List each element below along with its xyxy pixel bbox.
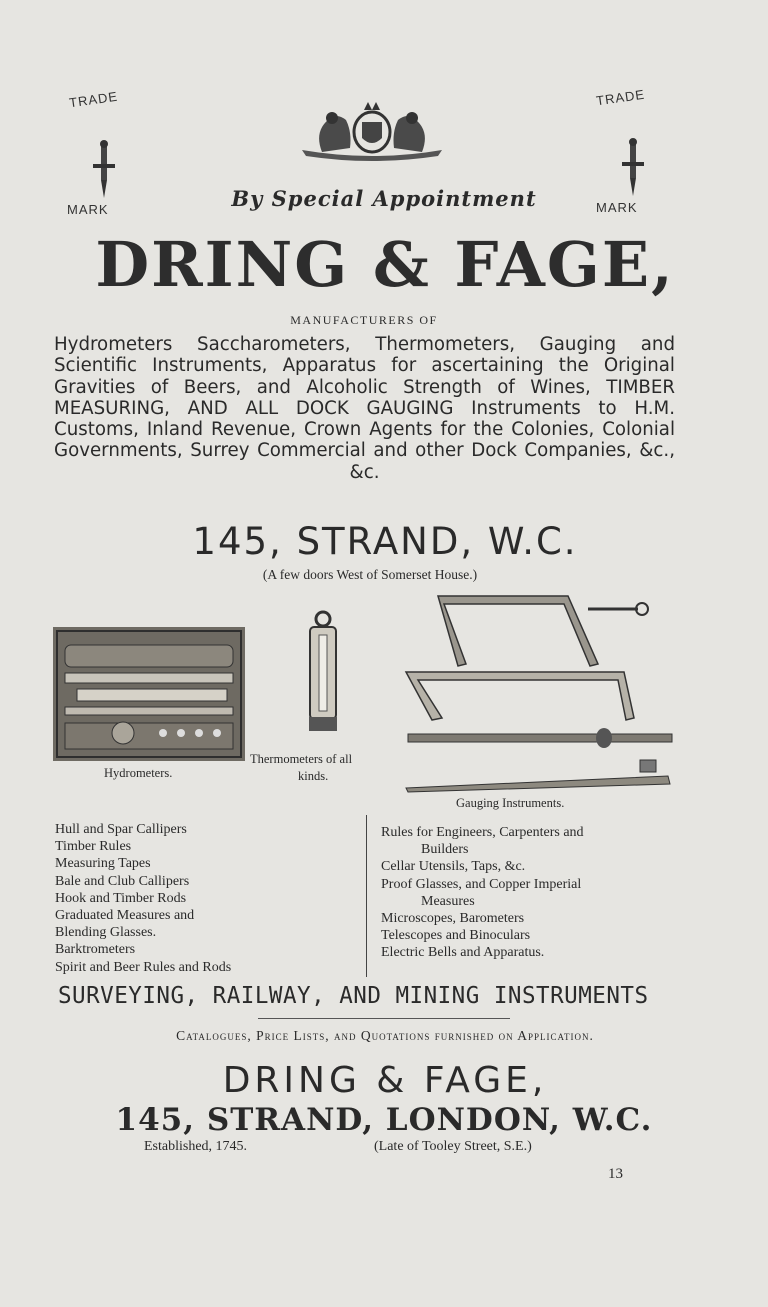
hydrometers-caption: Hydrometers. — [104, 766, 173, 780]
firm-name-title: DRING & FAGE, — [95, 228, 675, 301]
trade-mark-left-top-text: TRADE — [68, 88, 119, 111]
trade-mark-left-bottom-text: MARK — [67, 202, 109, 217]
left-product-list — [55, 821, 231, 976]
right-product-list — [381, 824, 584, 962]
established-note: Established, 1745. — [144, 1139, 248, 1154]
late-of-note: (Late of Tooley Street, S.E.) — [374, 1139, 532, 1154]
list-divider — [366, 815, 367, 977]
list-item: Hook and Timber Rods — [55, 890, 187, 906]
address-note: (A few doors West of Somerset House.) — [262, 567, 478, 582]
list-item: Measuring Tapes — [55, 856, 151, 872]
list-item: Bale and Club Callipers — [55, 873, 190, 889]
surveying-heading: SURVEYING, RAILWAY, AND MINING INSTRUMENTS — [58, 983, 649, 1009]
manufacturers-of: MANUFACTURERS OF — [290, 313, 438, 327]
trade-mark-left — [55, 88, 155, 228]
crescent-dagger-icon — [55, 106, 155, 206]
gauging-caption: Gauging Instruments. — [456, 796, 565, 810]
list-item: Electric Bells and Apparatus. — [381, 945, 545, 961]
thermometer-illustration — [303, 609, 343, 739]
thermometers-caption-line2: kinds. — [298, 769, 329, 783]
catalogues-note: Catalogues, Price Lists, and Quotations furnished on Application. — [176, 1028, 594, 1043]
list-item: Cellar Utensils, Taps, &c. — [381, 859, 526, 875]
list-item: Proof Glasses, and Copper Imperial — [381, 876, 582, 892]
royal-coat-of-arms-icon — [292, 102, 452, 162]
list-item: Timber Rules — [55, 839, 132, 855]
list-item: Spirit and Beer Rules and Rods — [55, 959, 232, 975]
list-item: Hull and Spar Callipers — [55, 822, 187, 837]
firm-name-footer: DRING & FAGE, — [222, 1060, 548, 1101]
list-item: Telescopes and Binoculars — [381, 928, 531, 944]
address-heading: 145, STRAND, W.C. — [192, 520, 578, 563]
list-item: Rules for Engineers, Carpenters and — [381, 825, 584, 840]
hydrometer-case-illustration — [53, 627, 245, 761]
thermometers-caption-line1: Thermometers of all — [250, 752, 353, 766]
list-item: Graduated Measures and — [55, 908, 195, 924]
address-footer: 145, STRAND, LONDON, W.C. — [115, 1102, 653, 1138]
trade-mark-right-bottom-text: MARK — [596, 200, 638, 215]
list-item: Measures — [421, 893, 475, 909]
divider-rule — [258, 1018, 510, 1019]
gauging-instruments-illustration — [402, 592, 678, 792]
list-item: Builders — [421, 842, 469, 858]
description-paragraph: Hydrometers Saccharometers, Thermometers, Gauging and Scientific Instruments, Apparatus for ascertaining the Original Gravities of Beers, and Alcoholic Strength of Wines, TIMBER MEASURING, AND ALL DOCK GAUGING Instruments to H.M. Customs, Inland Revenue, Crown Agents for the Colonies, Colonial Governments, Surrey Commercial and other Dock Companies, &c., &c. — [54, 334, 675, 483]
list-item: Barktrometers — [55, 942, 136, 958]
trade-mark-right-top-text: TRADE — [595, 86, 646, 109]
list-item: Microscopes, Barometers — [381, 911, 525, 927]
list-item: Blending Glasses. — [55, 925, 157, 941]
appointment-heading: By Special Appointment — [231, 186, 537, 211]
page-number: 13 — [608, 1166, 623, 1182]
